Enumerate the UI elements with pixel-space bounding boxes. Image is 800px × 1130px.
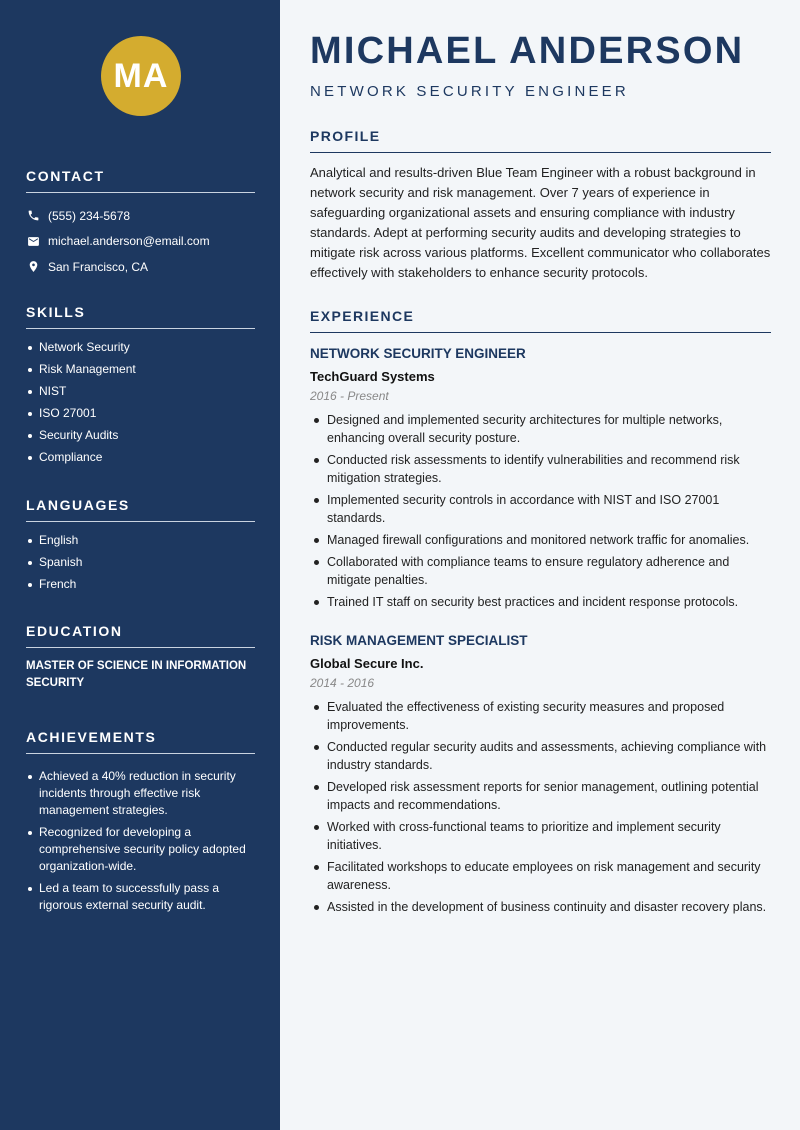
job-point: Worked with cross-functional teams to prioritize and implement security initiatives. xyxy=(310,818,771,854)
email-text: michael.anderson@email.com xyxy=(48,234,210,249)
skill-item: NIST xyxy=(26,383,255,401)
achievement-item: Led a team to successfully pass a rigorous external security audit. xyxy=(26,880,255,914)
mail-icon xyxy=(26,234,40,248)
skills-heading: SKILLS xyxy=(26,304,255,329)
phone-icon xyxy=(26,209,40,223)
job-point: Managed firewall configurations and monitored network traffic for anomalies. xyxy=(310,531,771,549)
job-point: Developed risk assessment reports for senior management, outlining potential impacts and recommendations. xyxy=(310,778,771,814)
achievements-list xyxy=(26,768,255,914)
experience-heading: EXPERIENCE xyxy=(310,308,771,333)
job-dates: 2016 - Present xyxy=(310,389,389,403)
avatar: MA xyxy=(101,36,181,116)
sidebar xyxy=(0,0,280,1130)
job-point: Conducted risk assessments to identify vulnerabilities and recommend risk mitigation strategies. xyxy=(310,451,771,487)
profile-heading: PROFILE xyxy=(310,128,771,153)
skill-item: Compliance xyxy=(26,449,255,467)
education-section xyxy=(26,623,255,692)
job-point: Evaluated the effectiveness of existing security measures and proposed improvements. xyxy=(310,698,771,734)
language-item: French xyxy=(26,576,255,594)
language-item: English xyxy=(26,532,255,550)
location-text: San Francisco, CA xyxy=(48,259,149,274)
profile-text: Analytical and results-driven Blue Team Engineer with a robust background in network security and risk management. Over 7 years of experience in safeguarding organizational assets and ensuring compliance with industry standards. Adept at performing security audits and developing strategies to mitigate risk across various platforms. Excellent communicator who collaborates effectively with stakeholders to enhance security protocols. xyxy=(310,165,771,280)
job-point: Trained IT staff on security best practices and incident response protocols. xyxy=(310,593,771,611)
person-name: MICHAEL ANDERSON xyxy=(310,30,745,72)
person-title: NETWORK SECURITY ENGINEER xyxy=(310,83,629,100)
job-company: Global Secure Inc. xyxy=(310,656,424,671)
languages-heading: LANGUAGES xyxy=(26,497,255,522)
job-point: Implemented security controls in accordance with NIST and ISO 27001 standards. xyxy=(310,491,771,527)
contact-heading: CONTACT xyxy=(26,168,255,193)
skill-item: Risk Management xyxy=(26,361,255,379)
achievement-item: Recognized for developing a comprehensive security policy adopted organization-wide. xyxy=(26,824,255,875)
contact-section xyxy=(26,168,255,280)
job-point: Assisted in the development of business continuity and disaster recovery plans. xyxy=(310,898,771,916)
languages-section xyxy=(26,497,255,598)
job-role: RISK MANAGEMENT SPECIALIST xyxy=(310,633,528,648)
job-entry xyxy=(310,633,771,920)
achievement-item: Achieved a 40% reduction in security incidents through effective risk management strategies. xyxy=(26,768,255,819)
job-entry xyxy=(310,346,771,615)
job-point: Designed and implemented security architectures for multiple networks, enhancing overall security posture. xyxy=(310,411,771,447)
job-role: NETWORK SECURITY ENGINEER xyxy=(310,346,526,361)
phone-text: (555) 234-5678 xyxy=(48,208,131,223)
contact-email xyxy=(26,229,255,255)
languages-list xyxy=(26,532,255,594)
contact-phone xyxy=(26,203,255,229)
contact-list xyxy=(26,203,255,280)
achievements-section xyxy=(26,729,255,919)
job-dates: 2014 - 2016 xyxy=(310,676,375,690)
skill-item: Security Audits xyxy=(26,427,255,445)
job-point: Conducted regular security audits and assessments, achieving compliance with industry standards. xyxy=(310,738,771,774)
job-point: Facilitated workshops to educate employees on risk management and security awareness. xyxy=(310,858,771,894)
job-company: TechGuard Systems xyxy=(310,369,435,384)
achievements-heading: ACHIEVEMENTS xyxy=(26,729,255,754)
skill-item: ISO 27001 xyxy=(26,405,255,423)
job-point: Collaborated with compliance teams to ensure regulatory adherence and mitigate penalties. xyxy=(310,553,771,589)
skills-section xyxy=(26,304,255,472)
skill-item: Network Security xyxy=(26,339,255,357)
job-points xyxy=(310,411,771,611)
job-points xyxy=(310,698,771,916)
education-heading: EDUCATION xyxy=(26,623,255,648)
location-pin-icon xyxy=(26,260,40,274)
language-item: Spanish xyxy=(26,554,255,572)
contact-location xyxy=(26,254,255,280)
education-degree: MASTER OF SCIENCE IN INFORMATION SECURITY xyxy=(26,660,247,689)
skills-list xyxy=(26,339,255,467)
